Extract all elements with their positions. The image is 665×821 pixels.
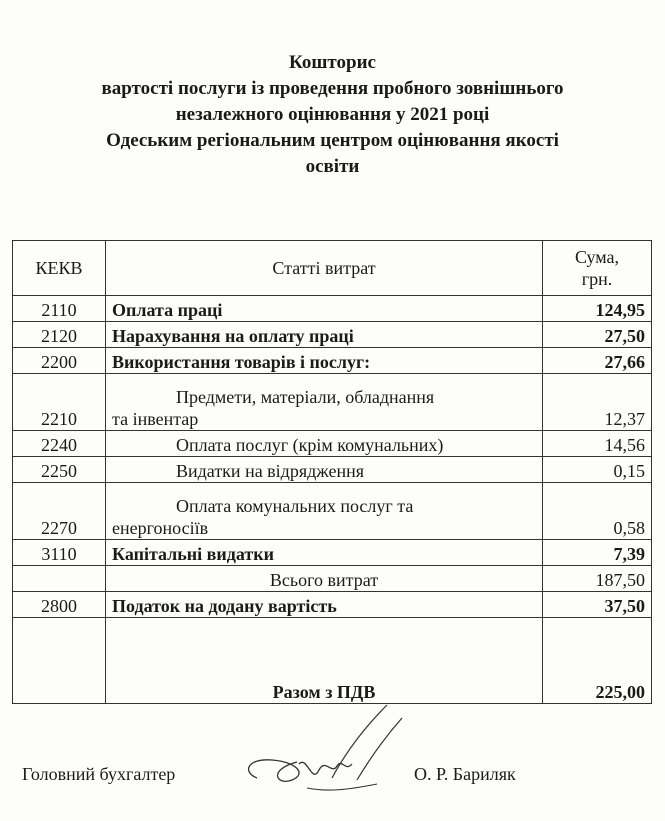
row-code: 2800 <box>13 592 106 618</box>
title-line-4: Одеським регіональним центром оцінювання якості <box>106 130 559 151</box>
row-item-line-1: Оплата комунальних послуг та <box>176 496 414 516</box>
table-row <box>13 592 652 618</box>
row-item: Оплата праці <box>106 296 543 322</box>
row-sum: 12,37 <box>543 374 652 431</box>
table-row <box>13 322 652 348</box>
row-item: Видатки на відрядження <box>106 457 543 483</box>
row-sum: 124,95 <box>543 296 652 322</box>
row-code: 2240 <box>13 431 106 457</box>
row-sum: 0,58 <box>543 483 652 540</box>
table-row <box>13 457 652 483</box>
row-sum: 14,56 <box>543 431 652 457</box>
table-row <box>13 431 652 457</box>
table-row <box>13 618 652 704</box>
header-item: Статті витрат <box>106 241 543 296</box>
row-item: Використання товарів і послуг: <box>106 348 543 374</box>
row-item-line-1: Предмети, матеріали, обладнання <box>176 387 435 407</box>
header-sum-line-1: Сума, <box>574 247 620 267</box>
table-row <box>13 566 652 592</box>
table-row <box>13 348 652 374</box>
row-sum: 37,50 <box>543 592 652 618</box>
header-sum-line-2: грн. <box>581 269 613 289</box>
table-row <box>13 540 652 566</box>
row-item <box>106 374 543 431</box>
signature-block <box>22 760 642 800</box>
row-item <box>106 483 543 540</box>
signer-name: О. Р. Бариляк <box>414 764 516 784</box>
position-label: Головний бухгалтер <box>22 764 176 784</box>
row-sum: 27,50 <box>543 322 652 348</box>
row-item: Всього витрат <box>106 566 543 592</box>
title-line-3: незалежного оцінювання у 2021 році <box>175 104 490 125</box>
signature-image <box>237 700 417 800</box>
row-code <box>13 566 106 592</box>
row-code: 3110 <box>13 540 106 566</box>
document-title <box>20 50 645 180</box>
row-sum: 0,15 <box>543 457 652 483</box>
header-code: КЕКВ <box>13 241 106 296</box>
row-code: 2120 <box>13 322 106 348</box>
row-sum: 225,00 <box>543 618 652 704</box>
row-code: 2270 <box>13 483 106 540</box>
title-line-2: вартості послуги із проведення пробного зовнішнього <box>101 78 564 99</box>
row-item: Капітальні видатки <box>106 540 543 566</box>
row-sum: 27,66 <box>543 348 652 374</box>
row-code: 2210 <box>13 374 106 431</box>
row-sum: 7,39 <box>543 540 652 566</box>
row-code <box>13 618 106 704</box>
row-sum: 187,50 <box>543 566 652 592</box>
estimate-table <box>12 240 652 704</box>
row-code: 2110 <box>13 296 106 322</box>
row-code: 2200 <box>13 348 106 374</box>
row-item: Оплата послуг (крім комунальних) <box>106 431 543 457</box>
table-header-row <box>13 241 652 296</box>
row-item: Податок на додану вартість <box>106 592 543 618</box>
title-line-5: освіти <box>305 156 360 177</box>
row-item-line-2: та інвентар <box>112 409 199 429</box>
row-item: Разом з ПДВ <box>106 618 543 704</box>
table-row <box>13 374 652 431</box>
row-code: 2250 <box>13 457 106 483</box>
header-sum <box>543 241 652 296</box>
table-row <box>13 296 652 322</box>
row-item: Нарахування на оплату праці <box>106 322 543 348</box>
table-row <box>13 483 652 540</box>
title-line-1: Кошторис <box>289 52 376 73</box>
row-item-line-2: енергоносіїв <box>112 518 209 538</box>
